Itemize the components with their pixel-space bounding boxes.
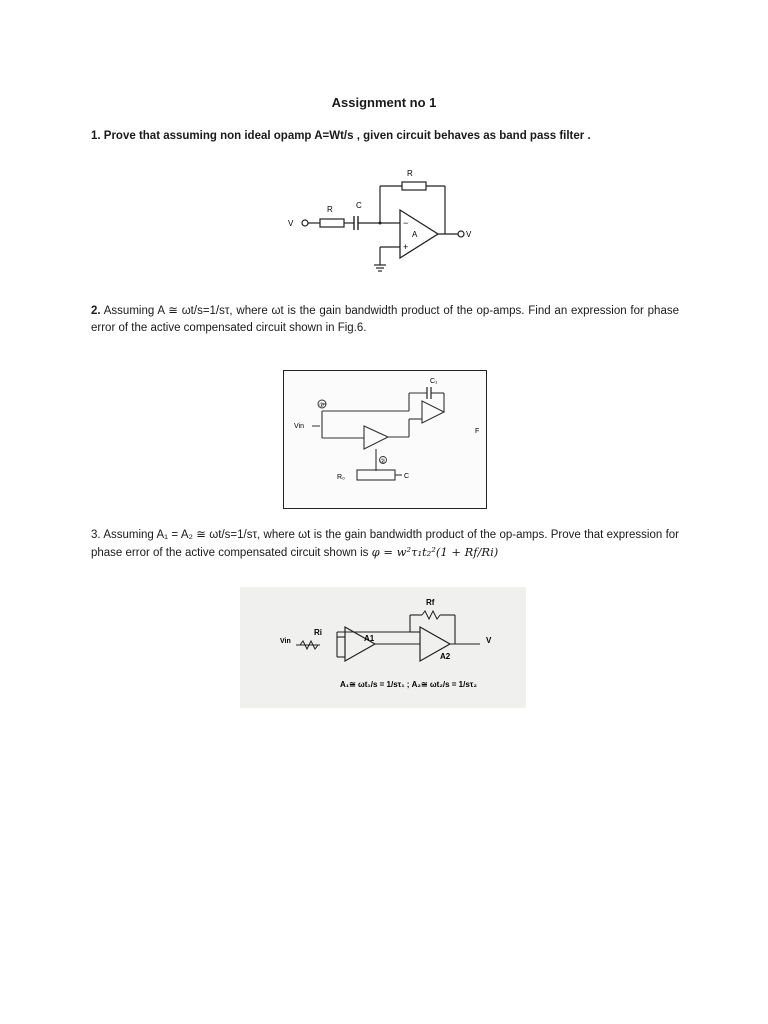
fig1-plus: + bbox=[403, 242, 409, 252]
fig2-vin: Vin bbox=[294, 423, 304, 430]
fig3-equation: A₁≅ ωt₁/s = 1/sτ₁ ; A₂≅ ωt₂/s = 1/sτ₂ bbox=[340, 680, 477, 689]
page-title: Assignment no 1 bbox=[331, 95, 437, 110]
question-3-number: 3. bbox=[91, 529, 101, 541]
fig1-a-label: A bbox=[412, 230, 418, 239]
fig1-c-label: C bbox=[356, 201, 362, 210]
fig2-r0: R₀ bbox=[337, 474, 345, 481]
fig3-ri: Ri bbox=[314, 628, 322, 637]
question-2-text: Assuming A ≅ ωt/s=1/sτ, where ωt is the gain bandwidth product of the op-amps. Find an expression for phase error of the active compensated circuit shown in Fig.6. bbox=[91, 305, 679, 334]
question-3-equation: φ = w²τ₁t₂²(1 + Rf/Ri) bbox=[371, 545, 499, 559]
fig1-vo-label: V bbox=[466, 230, 472, 239]
fig1-r2-label: R bbox=[407, 169, 413, 178]
fig3-a2: A2 bbox=[440, 652, 451, 661]
fig3-vo: V bbox=[486, 636, 492, 645]
figure-1-circuit bbox=[280, 162, 480, 282]
question-3-text: Assuming A₁ = A₂ ≅ ωt/s=1/sτ, where ωt is the gain bandwidth product of the op-amps. Prove that expression for phase error of the active compensated circuit shown is bbox=[91, 529, 680, 559]
question-1: 1. Prove that assuming non ideal opamp A=Wt/s , given circuit behaves as band pass filter . bbox=[91, 130, 591, 142]
fig1-minus: − bbox=[403, 218, 409, 228]
fig2-node1: ① bbox=[319, 403, 325, 409]
fig2-cq: C bbox=[404, 473, 410, 480]
question-3 bbox=[91, 527, 679, 562]
fig3-a1: A1 bbox=[364, 634, 375, 643]
fig3-vin: Vin bbox=[280, 638, 291, 645]
fig2-f: F bbox=[475, 428, 480, 435]
fig1-vi-label: V bbox=[288, 219, 294, 228]
fig2-c1: C₁ bbox=[430, 378, 438, 385]
question-2 bbox=[91, 303, 679, 337]
question-2-number: 2. bbox=[91, 305, 101, 317]
figure-2-circuit bbox=[283, 370, 487, 509]
fig2-node2: ② bbox=[380, 459, 386, 465]
fig1-r1-label: R bbox=[327, 205, 333, 214]
figure-3-circuit bbox=[240, 587, 526, 708]
fig3-rf: Rf bbox=[426, 598, 435, 607]
